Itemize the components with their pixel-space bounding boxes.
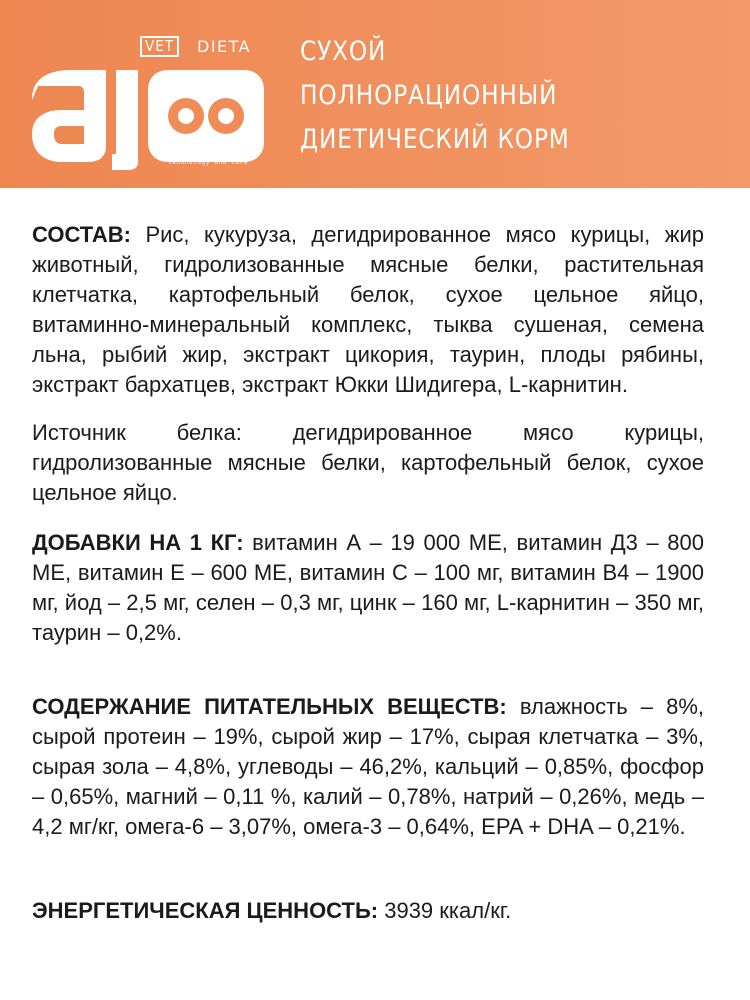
additives-label: ДОБАВКИ НА 1 КГ: — [32, 530, 253, 555]
composition-label: СОСТАВ: — [32, 222, 146, 247]
nutrients-label: СОДЕРЖАНИЕ ПИТАТЕЛЬНЫХ ВЕЩЕСТВ: — [32, 694, 520, 719]
dieta-label: DIETA — [197, 37, 252, 56]
energy-label: ЭНЕРГЕТИЧЕСКАЯ ЦЕННОСТЬ: — [32, 898, 385, 923]
protein-source-section — [32, 418, 704, 508]
composition-section — [32, 220, 704, 400]
additives-section — [32, 528, 704, 648]
nutrients-section — [32, 692, 704, 842]
protein-source-text: Источник белка: дегидрированное мясо курицы, гидролизованные мясные белки, картофельный белок, сухое цельное яйцо. — [32, 420, 704, 505]
title-line-1: СУХОЙ — [300, 36, 387, 67]
energy-text: 3939 ккал/кг. — [384, 898, 512, 923]
title-line-3: ДИЕТИЧЕСКИЙ КОРМ — [300, 124, 570, 155]
composition-text: Рис, кукуруза, дегидрированное мясо курицы, жир животный, гидролизованные мясные белки, растительная клетчатка, картофельный белок, сухое цельное яйцо, витаминно-минеральный комплекс, тыква сушеная, семена льна, рыбий жир, экстракт цикория, таурин, плоды рябины, экстракт бархатцев, экстракт Юкки Шидигера, L-карнитин. — [32, 222, 705, 397]
product-title — [300, 30, 570, 162]
nutrients-text: влажность – 8%, сырой протеин – 19%, сырой жир – 17%, сырая клетчатка – 3%, сырая зола – 4,8%, углеводы – 46,2%, кальций – 0,85%, фосфор – 0,65%, магний – 0,11 %, калий – 0,78%, натрий – 0,26%, медь – 4,2 мг/кг, омега-6 – 3,07%, омега-3 – 0,64%, EPA + DHA – 0,21%. — [32, 694, 705, 839]
logo-tagline: technology and care — [168, 159, 249, 166]
vet-badge: VET — [140, 36, 179, 57]
additives-text: витамин А – 19 000 МЕ, витамин Д3 – 800 МЕ, витамин Е – 600 МЕ, витамин С – 100 мг, витамин В4 – 1900 мг, йод – 2,5 мг, селен – 0,3 мг, цинк – 160 мг, L-карнитин – 350 мг, таурин – 0,2%. — [32, 530, 705, 645]
title-line-2: ПОЛНОРАЦИОННЫЙ — [300, 80, 558, 111]
energy-section — [32, 896, 704, 926]
header-banner — [0, 0, 750, 188]
